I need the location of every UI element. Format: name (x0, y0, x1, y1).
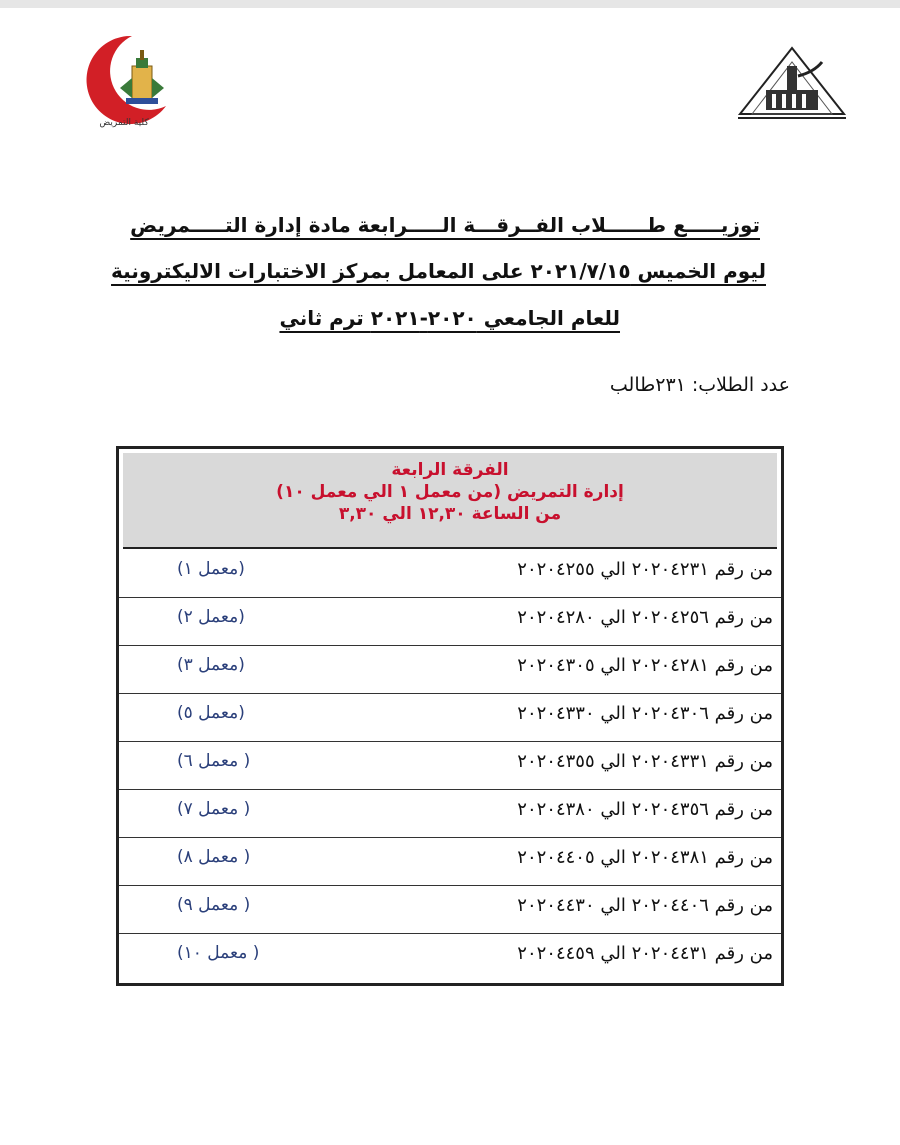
title-line-1: توزيـــــع طــــــلاب الفــرقـــة الـــــرابعة مادة إدارة التـــــمريض (130, 213, 760, 237)
lab-label: (معمل ٣) (177, 655, 245, 675)
seat-range: من رقم ٢٠٢٠٤٣٠٦ الي ٢٠٢٠٤٣٣٠ (517, 703, 773, 724)
table-row (119, 549, 781, 598)
header-class-name: الفرقة الرابعة (391, 460, 509, 480)
table-rows (119, 549, 781, 983)
seat-range: من رقم ٢٠٢٠٤٢٣١ الي ٢٠٢٠٤٢٥٥ (517, 559, 773, 580)
top-strip (0, 0, 900, 8)
seat-range: من رقم ٢٠٢٠٤٢٨١ الي ٢٠٢٠٤٣٠٥ (517, 655, 773, 676)
lab-label: (معمل ١) (177, 559, 245, 579)
seat-range: من رقم ٢٠٢٠٤٣٨١ الي ٢٠٢٠٤٤٠٥ (517, 847, 773, 868)
header-time: من الساعة ١٢,٣٠ الي ٣,٣٠ (338, 504, 562, 524)
table-row (119, 693, 781, 742)
university-logo (732, 42, 852, 124)
seat-range: من رقم ٢٠٢٠٤٣٥٦ الي ٢٠٢٠٤٣٨٠ (517, 799, 773, 820)
table-row (119, 789, 781, 838)
lab-label: (معمل ٥) (177, 703, 245, 723)
student-count: عدد الطلاب: ٢٣١طالب (609, 374, 790, 396)
title-line-3: للعام الجامعي ٢٠٢٠-٢٠٢١ ترم ثاني (279, 306, 620, 330)
seat-range: من رقم ٢٠٢٠٤٣٣١ الي ٢٠٢٠٤٣٥٥ (517, 751, 773, 772)
logo-caption: كلية التمريض (99, 118, 149, 128)
table-row (119, 885, 781, 934)
table-row (119, 645, 781, 694)
seat-range: من رقم ٢٠٢٠٤٢٥٦ الي ٢٠٢٠٤٢٨٠ (517, 607, 773, 628)
lab-label: ( معمل ٨) (177, 847, 251, 867)
lab-label: (معمل ٢) (177, 607, 245, 627)
header-subject-labs: إدارة التمريض (من معمل ١ الي معمل ١٠) (276, 482, 624, 502)
table-row (119, 837, 781, 886)
table-header (123, 453, 777, 549)
title-line-2: ليوم الخميس ٢٠٢١/٧/١٥ على المعامل بمركز الاختبارات الاليكترونية (111, 259, 766, 283)
seat-range: من رقم ٢٠٢٠٤٤٠٦ الي ٢٠٢٠٤٤٣٠ (517, 895, 773, 916)
seat-range: من رقم ٢٠٢٠٤٤٣١ الي ٢٠٢٠٤٤٥٩ (517, 943, 773, 964)
table-row (119, 741, 781, 790)
lab-label: ( معمل ١٠) (177, 943, 260, 963)
lab-label: ( معمل ٩) (177, 895, 251, 915)
table-row (119, 933, 781, 981)
lab-label: ( معمل ٧) (177, 799, 251, 819)
lab-label: ( معمل ٦) (177, 751, 251, 771)
distribution-table (116, 446, 784, 986)
table-row (119, 597, 781, 646)
